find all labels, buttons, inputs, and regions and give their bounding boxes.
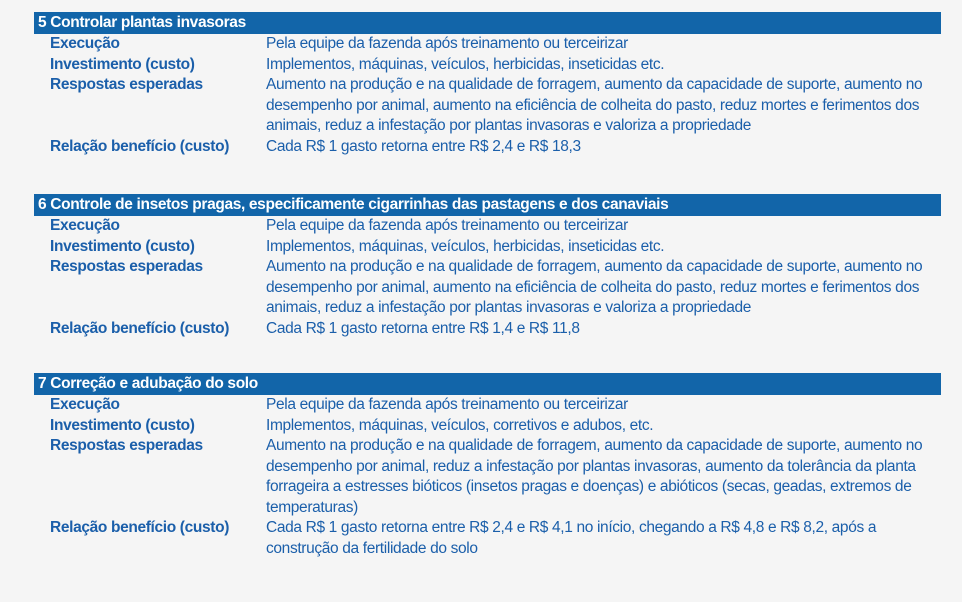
row-value: Implementos, máquinas, veículos, corretivos e adubos, etc. bbox=[266, 416, 654, 434]
row-label: Execução bbox=[50, 396, 120, 413]
section-controle-insetos-pragas bbox=[34, 194, 941, 339]
row-execucao bbox=[34, 395, 941, 416]
row-value: Pela equipe da fazenda após treinamento ou terceirizar bbox=[266, 35, 628, 52]
row-value: Cada R$ 1 gasto retorna entre R$ 2,4 e R$ 18,3 bbox=[266, 137, 581, 155]
section-title: Controle de insetos pragas, especificamente cigarrinhas das pastagens e dos canaviais bbox=[50, 196, 669, 213]
section-controlar-plantas-invasoras bbox=[34, 12, 941, 157]
section-header bbox=[34, 194, 941, 216]
row-label: Investimento (custo) bbox=[50, 55, 195, 73]
row-investimento bbox=[34, 55, 941, 76]
row-label: Respostas esperadas bbox=[50, 76, 203, 93]
row-respostas-esperadas bbox=[34, 436, 941, 518]
row-value: Pela equipe da fazenda após treinamento ou terceirizar bbox=[266, 217, 628, 234]
row-respostas-esperadas bbox=[34, 75, 941, 137]
row-value: Implementos, máquinas, veículos, herbicidas, inseticidas etc. bbox=[266, 237, 665, 255]
row-value: Cada R$ 1 gasto retorna entre R$ 2,4 e R$ 4,1 no início, chegando a R$ 4,8 e R$ 8,2, após a construção da fertilidade do solo bbox=[266, 519, 877, 557]
row-label: Investimento (custo) bbox=[50, 237, 195, 255]
section-correcao-adubacao-solo bbox=[34, 373, 941, 559]
section-title: Controlar plantas invasoras bbox=[50, 14, 246, 31]
row-relacao-beneficio bbox=[34, 518, 941, 559]
section-header bbox=[34, 12, 941, 34]
row-label: Respostas esperadas bbox=[50, 258, 203, 275]
row-relacao-beneficio bbox=[34, 319, 941, 340]
row-respostas-esperadas bbox=[34, 257, 941, 319]
row-label: Respostas esperadas bbox=[50, 437, 203, 454]
section-number: 6 bbox=[38, 196, 47, 213]
row-value: Aumento na produção e na qualidade de forragem, aumento da capacidade de suporte, aumento no desempenho por animal, reduz a infestação por plantas invasoras, aumento da tolerância da planta forrageira a estresses bióticos (insetos pragas e doenças) e abióticos (secas, geadas, extremos de temperaturas) bbox=[266, 437, 923, 516]
row-label: Execução bbox=[50, 35, 120, 52]
row-value: Aumento na produção e na qualidade de forragem, aumento da capacidade de suporte, aumento no desempenho por animal, aumento na eficiência de colheita do pasto, reduz mortes e ferimentos dos animais, reduz a infestação por plantas invasoras e valoriza a propriedade bbox=[266, 258, 923, 316]
section-number: 5 bbox=[38, 14, 47, 31]
row-relacao-beneficio bbox=[34, 137, 941, 158]
section-title: Correção e adubação do solo bbox=[50, 375, 258, 392]
section-header bbox=[34, 373, 941, 395]
row-investimento bbox=[34, 416, 941, 437]
row-label: Investimento (custo) bbox=[50, 416, 195, 434]
row-execucao bbox=[34, 34, 941, 55]
row-value: Cada R$ 1 gasto retorna entre R$ 1,4 e R$ 11,8 bbox=[266, 319, 580, 337]
row-label: Relação benefício (custo) bbox=[50, 137, 230, 155]
row-value: Implementos, máquinas, veículos, herbicidas, inseticidas etc. bbox=[266, 55, 665, 73]
row-investimento bbox=[34, 237, 941, 258]
row-value: Pela equipe da fazenda após treinamento ou terceirizar bbox=[266, 396, 628, 413]
row-label: Relação benefício (custo) bbox=[50, 319, 230, 337]
row-value: Aumento na produção e na qualidade de forragem, aumento da capacidade de suporte, aumento no desempenho por animal, aumento na eficiência de colheita do pasto, reduz mortes e ferimentos dos animais, reduz a infestação por plantas invasoras e valoriza a propriedade bbox=[266, 76, 923, 134]
row-execucao bbox=[34, 216, 941, 237]
row-label: Relação benefício (custo) bbox=[50, 519, 230, 536]
row-label: Execução bbox=[50, 217, 120, 234]
section-number: 7 bbox=[38, 375, 47, 392]
